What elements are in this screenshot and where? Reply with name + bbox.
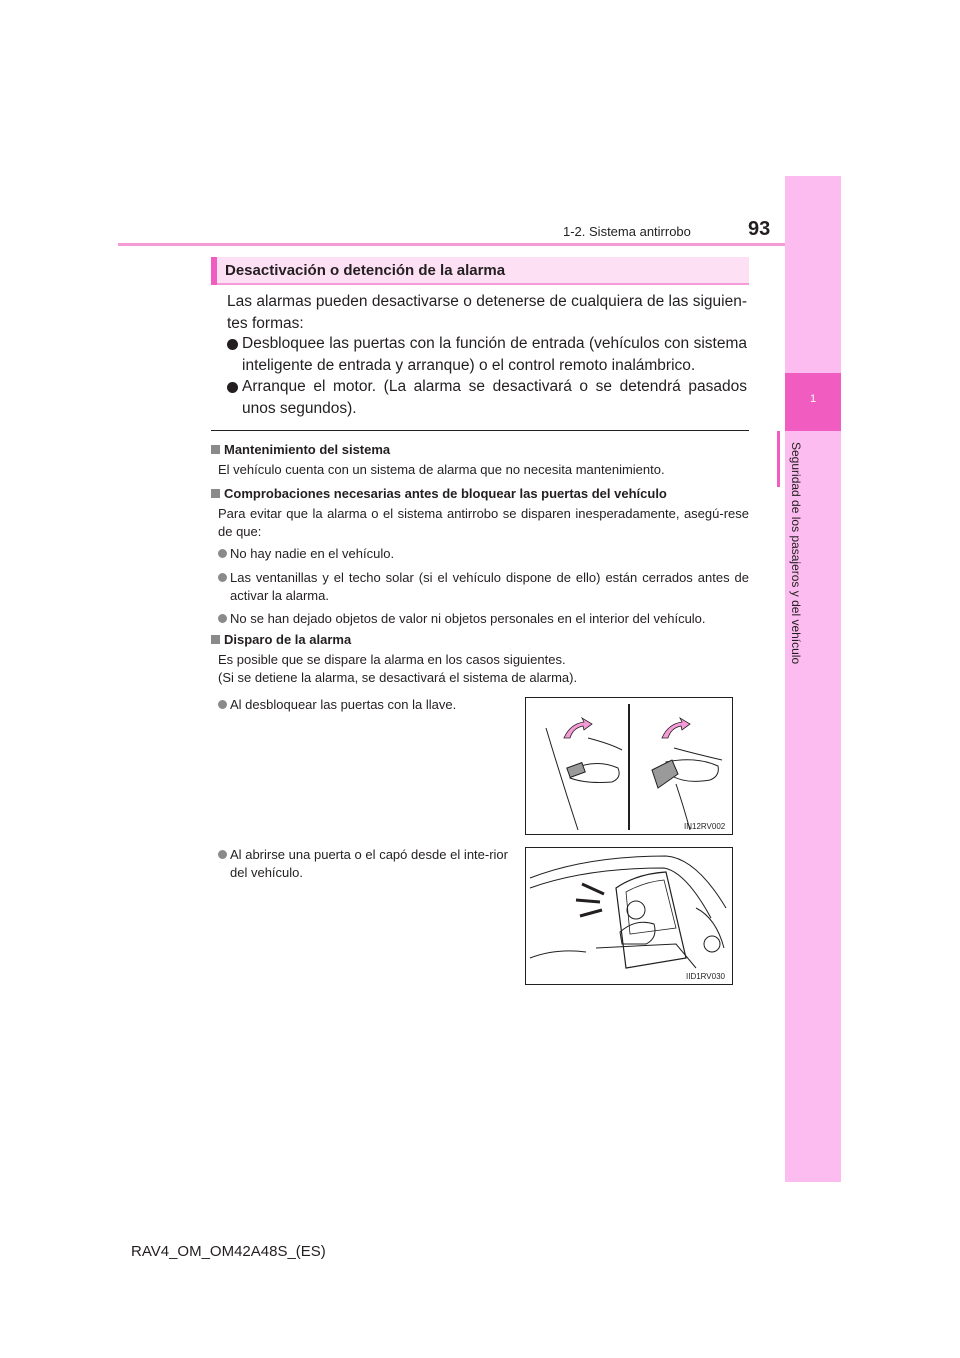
list-item — [218, 610, 749, 628]
chapter-title — [756, 442, 866, 665]
note-text: Para evitar que la alarma o el sistema antirrobo se disparen inesperadamente, asegú-rese de que: — [218, 506, 749, 539]
list-item — [218, 846, 508, 882]
note-text: El vehículo cuenta con un sistema de alarma que no necesita mantenimiento. — [218, 462, 665, 477]
list-item — [218, 545, 749, 563]
main-bullet — [227, 333, 747, 377]
figure-door-open — [525, 847, 733, 985]
chapter-marker — [777, 431, 780, 487]
chapter-tab — [785, 176, 841, 1182]
note-heading-text: Comprobaciones necesarias antes de bloquear las puertas del vehículo — [224, 486, 667, 501]
square-bullet-icon — [211, 445, 220, 454]
bullet-icon — [227, 382, 238, 393]
header-rule — [118, 243, 841, 246]
figure-code: IID1RV030 — [686, 972, 725, 981]
section-heading: 1-2. Sistema antirrobo — [563, 224, 691, 239]
figure-code: IN12RV002 — [684, 822, 726, 831]
list-item — [218, 696, 508, 714]
main-bullet-text: Desbloquee las puertas con la función de entrada (vehículos con sistema inteligente de entrada y arranque) o el control remoto inalámbrico. — [242, 335, 747, 374]
section-title-accent — [211, 257, 217, 285]
note-heading-text: Disparo de la alarma — [224, 632, 352, 647]
divider — [211, 430, 749, 431]
square-bullet-icon — [211, 635, 220, 644]
footer-code: RAV4_OM_OM42A48S_(ES) — [131, 1243, 326, 1260]
section-title: Desactivación o detención de la alarma — [225, 262, 506, 279]
door-open-illustration — [526, 848, 732, 984]
bullet-icon — [218, 549, 227, 558]
list-item-text: Al abrirse una puerta o el capó desde el inte-rior del vehículo. — [230, 847, 508, 880]
chapter-title-text: Seguridad de los pasajeros y del vehículo — [789, 442, 803, 665]
list-item — [218, 569, 749, 605]
bullet-icon — [227, 339, 238, 350]
main-bullet-text: Arranque el motor. (La alarma se desactivará o se detendrá pasados unos segundos). — [242, 378, 747, 417]
bullet-icon — [218, 614, 227, 623]
note-text: Es posible que se dispare la alarma en los casos siguientes. — [218, 652, 566, 667]
page-number: 93 — [748, 218, 771, 240]
intro-paragraph: Las alarmas pueden desactivarse o detenerse de cualquiera de las siguien-tes formas: — [227, 293, 747, 332]
key-unlock-illustration — [526, 698, 732, 834]
list-item-text: No se han dejado objetos de valor ni objetos personales en el interior del vehículo. — [230, 611, 706, 626]
note-heading-checks — [211, 486, 667, 501]
bullet-icon — [218, 573, 227, 582]
chapter-number: 1 — [809, 393, 817, 405]
figure-key-unlock — [525, 697, 733, 835]
note-heading-maintenance — [211, 442, 390, 457]
bullet-icon — [218, 700, 227, 709]
note-heading-trigger — [211, 632, 351, 647]
note-heading-text: Mantenimiento del sistema — [224, 442, 391, 457]
list-item-text: Al desbloquear las puertas con la llave. — [230, 697, 457, 712]
note-text: (Si se detiene la alarma, se desactivará el sistema de alarma). — [218, 670, 578, 685]
bullet-icon — [218, 850, 227, 859]
list-item-text: Las ventanillas y el techo solar (si el vehículo dispone de ello) están cerrados antes de activar la alarma. — [230, 570, 749, 603]
square-bullet-icon — [211, 489, 220, 498]
list-item-text: No hay nadie en el vehículo. — [230, 546, 395, 561]
main-bullet — [227, 376, 747, 420]
